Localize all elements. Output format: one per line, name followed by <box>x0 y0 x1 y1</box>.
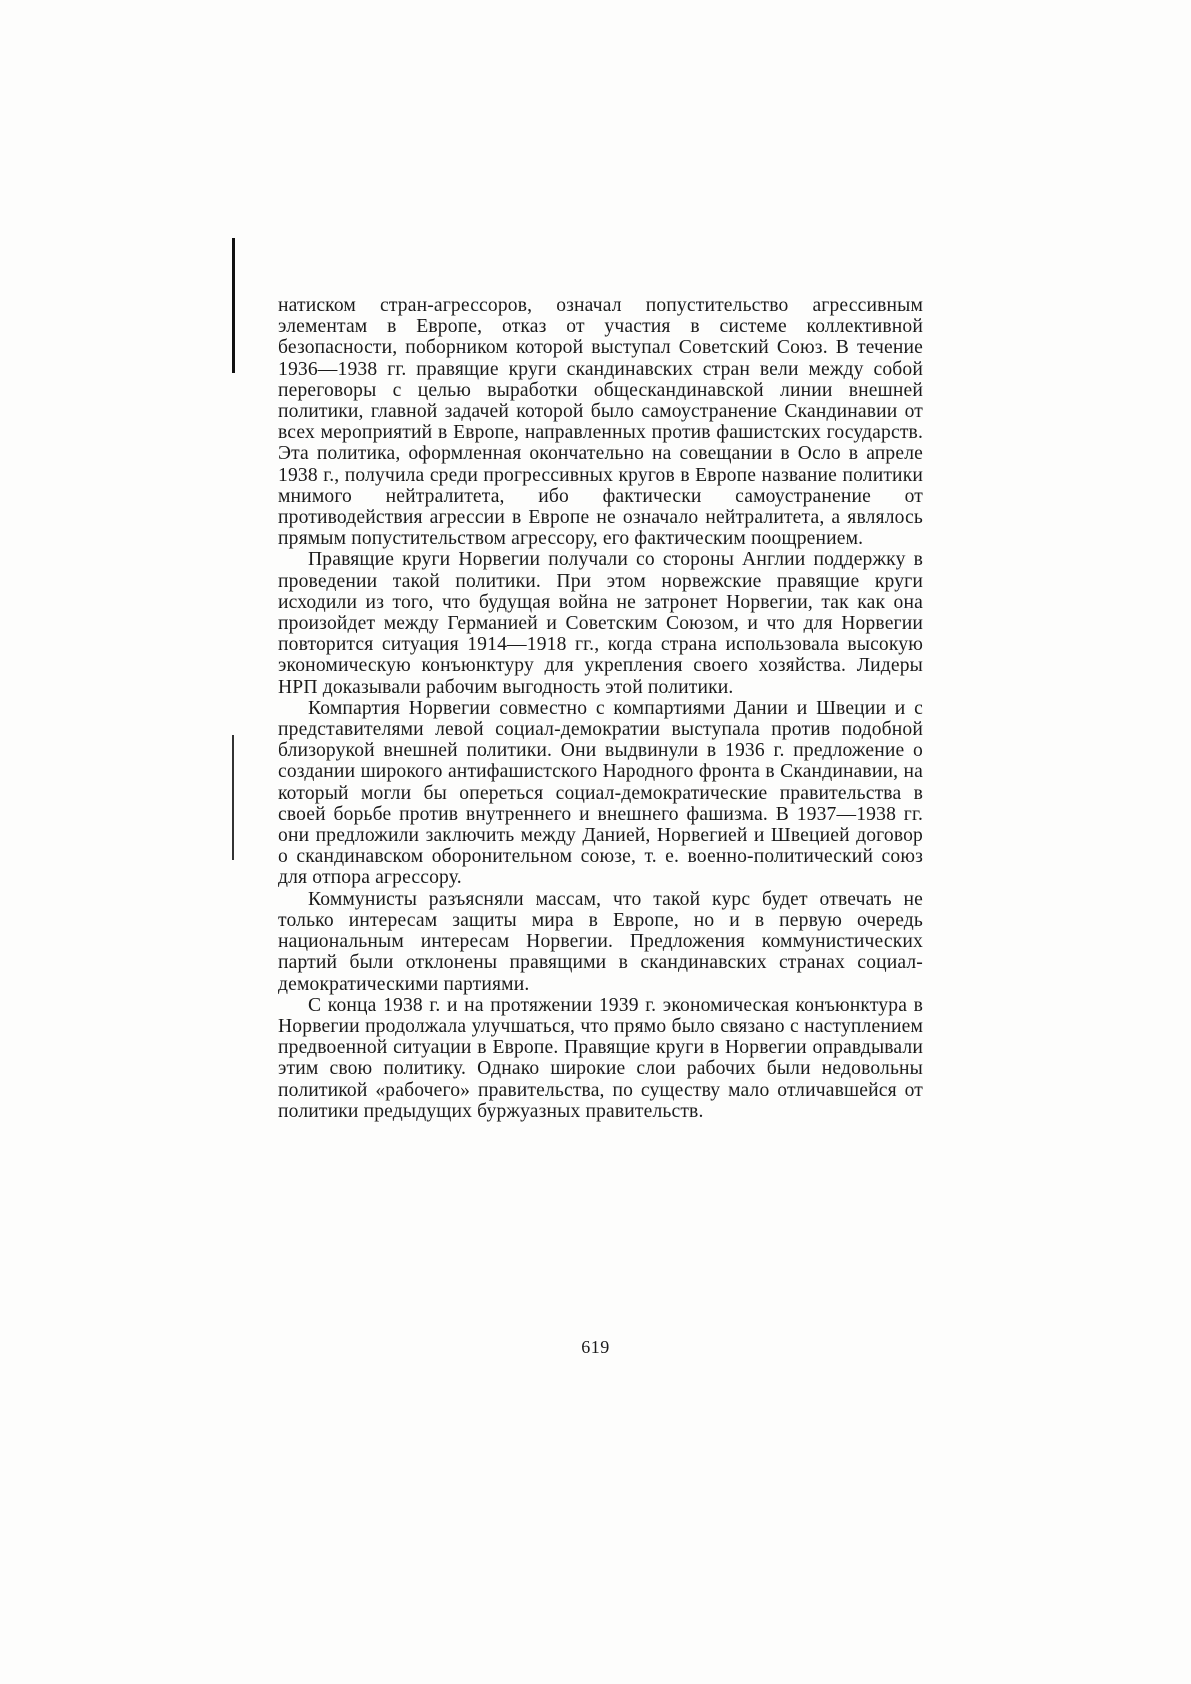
margin-mark <box>232 735 234 860</box>
paragraph: Компартия Норвегии совместно с компартиями Дании и Швеции и с представителями левой социал-демократии выступала против подобной близорукой внешней политики. Они выдвинули в 1936 г. предложение о создании широкого антифашистского Народного фронта в Скандинавии, на который могли бы опереться социал-демократические правительства в своей борьбе против внутреннего и внешнего фашизма. В 1937—1938 гг. они предложили заключить между Данией, Норвегией и Швецией договор о скандинавском оборонительном союзе, т. е. военно-политический союз для отпора агрессору. <box>278 697 923 889</box>
page-number: 619 <box>581 1337 610 1357</box>
paragraph: Правящие круги Норвегии получали со стороны Англии поддержку в проведении такой политики. При этом норвежские правящие круги исходили из того, что будущая война не затронет Норвегии, так как она произойдет между Германией и Советским Союзом, и что для Норвегии повторится ситуация 1914—1918 гг., когда страна использовала высокую экономическую конъюнктуру для укрепления своего хозяйства. Лидеры НРП доказывали рабочим выгодность этой политики. <box>278 549 923 698</box>
paragraph: натиском стран-агрессоров, означал попустительство агрессивным элементам в Европе, отказ от участия в системе коллективной безопасности, поборником которой выступал Советский Союз. В течение 1936—1938 гг. правящие круги скандинавских стран вели между собой переговоры с целью выработки общескандинавской линии внешней политики, главной задачей которой было самоустранение Скандинавии от всех мероприятий в Европе, направленных против фашистских государств. Эта политика, оформленная окончательно на совещании в Осло в апреле 1938 г., получила среди прогрессивных кругов в Европе название политики мнимого нейтралитета, ибо фактически самоустранение от противодействия агрессии в Европе не означало нейтралитета, а являлось прямым попустительством агрессору, его фактическим поощрением. <box>278 295 923 550</box>
paragraph: С конца 1938 г. и на протяжении 1939 г. экономическая конъюнктура в Норвегии продолжала улучшаться, что прямо было связано с наступлением предвоенной ситуации в Европе. Правящие круги в Норвегии оправдывали этим свою политику. Однако широкие слои рабочих были недовольны политикой «рабочего» правительства, по существу мало отличавшейся от политики предыдущих буржуазных правительств. <box>278 994 923 1122</box>
body-text <box>278 295 923 1122</box>
paragraph: Коммунисты разъясняли массам, что такой курс будет отвечать не только интересам защиты мира в Европе, но и в первую очередь национальным интересам Норвегии. Предложения коммунистических партий были отклонены правящими в скандинавских странах социал-демократическими партиями. <box>278 888 923 995</box>
margin-mark <box>232 238 235 373</box>
